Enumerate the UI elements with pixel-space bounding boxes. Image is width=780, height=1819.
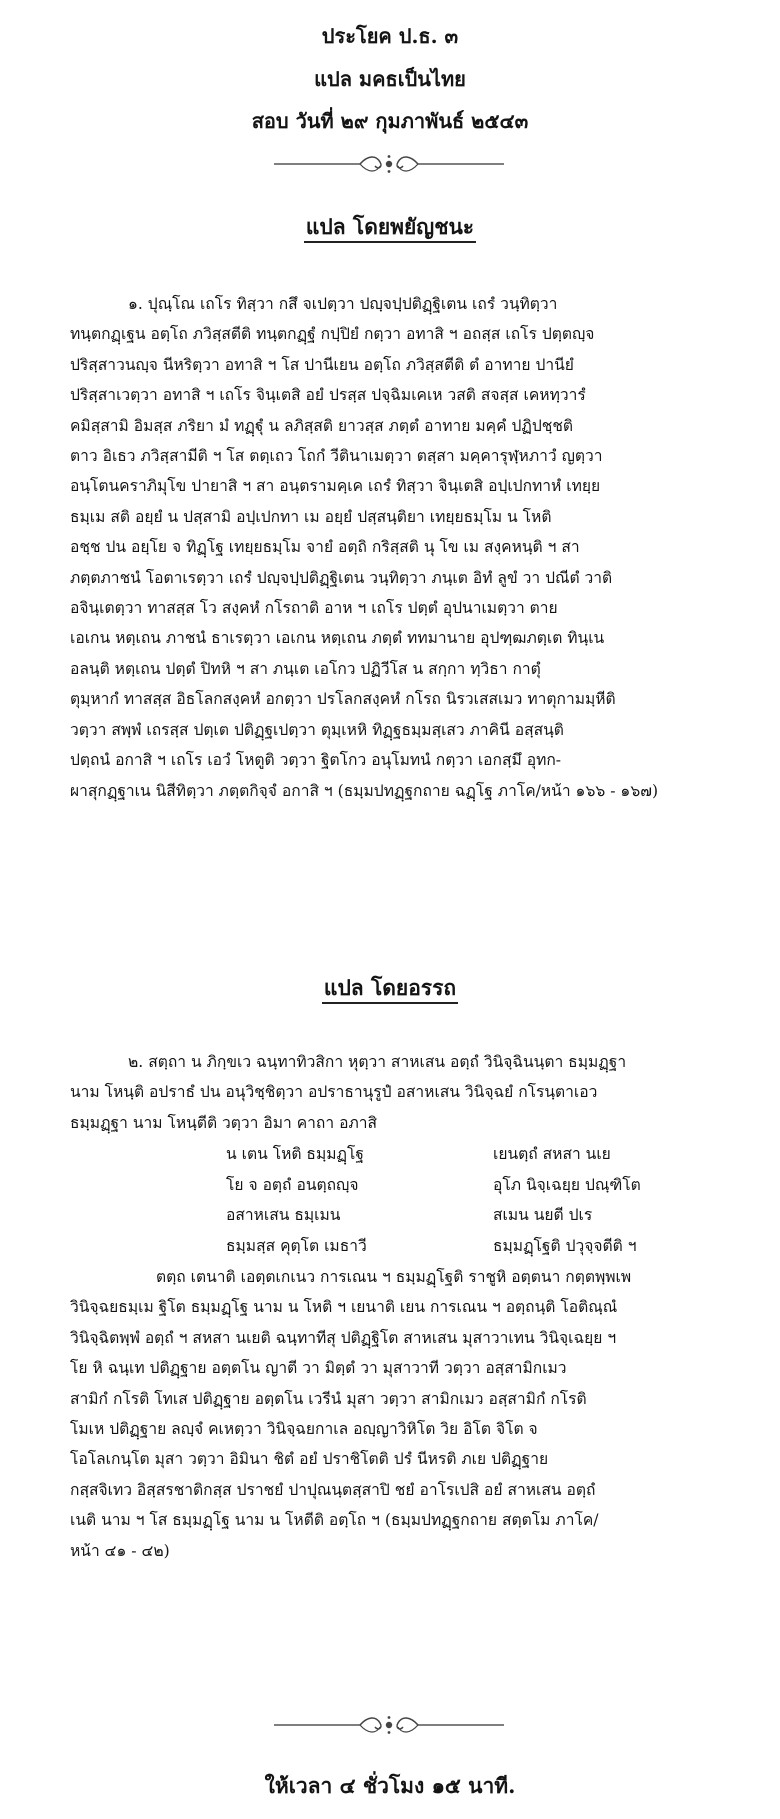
verse-right: เยนตฺถํ สหสา นเย bbox=[493, 1145, 611, 1163]
time-allowed: ให้เวลา ๔ ชั่วโมง ๑๕ นาที. bbox=[264, 1773, 516, 1798]
ornament-divider-icon bbox=[272, 1714, 506, 1736]
passage-meaning-body: ตตฺถ เตนาติ เอตฺตเกเนว การเณน ฯ ธมฺมฏฺโฐติ ราชูหิ อตฺตนา กตฺตพฺพเพ วินิจฺฉยธมฺเม ฐิโต ธมฺมฏฺโฐ นาม น โหติ ฯ เยนาติ เยน การเณน ฯ อตฺถนฺติ โอติณฺณํ วินิจฺฉิตพฺพํ อตฺถํ ฯ สหสา นเยติ ฉนฺทาทีสุ ปติฏฺฐิโต สาหเสน มุสาวาเทน วินิจฺเฉยฺย ฯ โย หิ ฉนฺเท ปติฏฺฐาย อตฺตโน ญาตี วา มิตฺตํ วา มุสาวาที วตฺวา อสฺสามิกเมว สามิกํ กโรติ โทเส ปติฏฺฐาย อตฺตโน เวรีนํ มุสา วตฺวา สามิกเมว อสฺสามิกํ กโรติ โมเห ปติฏฺฐาย ลญฺจํ คเหตฺวา วินิจฺฉยกาเล อญฺญาวิหิโต วิย อิโต จิโต จ โอโลเกนฺโต มุสา วตฺวา อิมินา ชิตํ อยํ ปราชิโตติ ปรํ นีหรติ ภเย ปติฏฺฐาย กสฺสจิเทว อิสฺสรชาติกสฺส ปราชยํ ปาปุณนฺตสฺสาปิ ชยํ อาโรเปสิ อยํ สาหเสน อตฺถํ เนติ นาม ฯ โส ธมฺมฏฺโฐ นาม น โหตีติ อตฺโถ ฯ (ธมฺมปทฏฺฐกถาย สตฺตโม ภาโค/ หน้า ๔๑ - ๔๒) bbox=[70, 1268, 632, 1560]
exam-level: ประโยค ป.ธ. ๓ bbox=[321, 24, 459, 48]
section-title-literal: แปล โดยพยัญชนะ bbox=[0, 211, 780, 244]
exam-date: สอบ วันที่ ๒๙ กุมภาพันธ์ ๒๕๔๓ bbox=[251, 109, 529, 133]
passage-meaning-intro: ๒. สตฺถา น ภิกฺขเว ฉนฺทาทิวสิกา หุตฺวา สาหเสน อตฺถํ วินิจฺฉินนฺตา ธมฺมฏฺฐา นาม โหนฺติ อปราธํ ปน อนุวิชฺชิตฺวา อปราธานุรูปํ อสาหเสน วินิจฺฉยํ กโรนฺตาเอว ธมฺมฏฺฐา นาม โหนฺตีติ วตฺวา อิมา คาถา อภาสิ bbox=[70, 1053, 627, 1132]
verse-left: ธมฺมสฺส คุตฺโต เมธาวี bbox=[226, 1237, 367, 1255]
verse-left: น เตน โหติ ธมฺมฏฺโฐ bbox=[226, 1145, 364, 1163]
exam-subject: แปล มคธเป็นไทย bbox=[314, 67, 466, 91]
verse-right: อุโภ นิจฺเฉยฺย ปณฺฑิโต bbox=[493, 1176, 641, 1194]
passage-literal: ๑. ปุณฺโณ เถโร ทิสฺวา กสึ จเปตฺวา ปญฺจปฺปติฏฺฐิเตน เถรํ วนฺทิตฺวา ทนฺตกฏฺเฐน อตฺโถ ภวิสฺสตีติ ทนฺตกฏฺฐํ กปฺปิยํ กตฺวา อทาสิ ฯ อถสฺส เถโร ปตฺตญฺจ ปริสฺสาวนญฺจ นีหริตฺวา อทาสิ ฯ โส ปานีเยน อตฺโถ ภวิสฺสตีติ ตํ อาทาย ปานียํ ปริสฺสาเวตฺวา อทาสิ ฯ เถโร จินฺเตสิ อยํ ปรสฺส ปจฺฉิมเคเห วสติ สจสฺส เคหทฺวารํ คมิสฺสามิ อิมสฺส ภริยา มํ ทฏฺฐุํ น ลภิสฺสติ ยาวสฺส ภตฺตํ อาทาย มคฺคํ ปฏิปชฺชติ ตาว อิเธว ภวิสฺสามีติ ฯ โส ตตฺเถว โถกํ วีตินาเมตฺวา ตสฺสา มคฺคารุฬฺหภาวํ ญตฺวา อนฺโตนคราภิมุโข ปายาสิ ฯ สา อนฺตรามคฺเค เถรํ ทิสฺวา จินฺเตสิ อปฺเปกทาหํ เทยฺย ธมฺเม สติ อยฺยํ น ปสฺสามิ อปฺเปกทา เม อยฺยํ ปสฺสนฺติยา เทยฺยธมฺโม น โหติ อชฺช ปน อยฺโย จ ทิฏฺโฐ เทยฺยธมฺโม จายํ อตฺถิ กริสฺสติ นุ โข เม สงฺคหนฺติ ฯ สา ภตฺตภาชนํ โอตาเรตฺวา เถรํ ปญฺจปฺปติฏฺฐิเตน วนฺทิตฺวา ภนฺเต อิทํ ลูขํ วา ปณีตํ วาติ อจินฺเตตฺวา ทาสสฺส โว สงฺคหํ กโรถาติ อาห ฯ เถโร ปตฺตํ อุปนาเมตฺวา ตาย เอเกน หตฺเถน ภาชนํ ธาเรตฺวา เอเกน หตฺเถน ภตฺตํ ททมานาย อุปฑฺฒภตฺเต ทินฺเน อลนฺติ หตฺเถน ปตฺตํ ปิทหิ ฯ สา ภนฺเต เอโกว ปฏิวีโส น สกฺกา ทฺวิธา กาตุํ ตุมฺหากํ ทาสสฺส อิธโลกสงฺคหํ อกตฺวา ปรโลกสงฺคหํ กโรถ นิรวเสสเมว ทาตุกามมฺหีติ วตฺวา สพฺพํ เถรสฺส ปตฺเต ปติฏฺฐเปตฺวา ตุมฺเหหิ ทิฏฺฐธมฺมสฺเสว ภาคินี อสฺสนฺติ ปตฺถนํ อกาสิ ฯ เถโร เอวํ โหตูติ วตฺวา ฐิตโกว อนุโมทนํ กตฺวา เอกสฺมึ อุทก- ผาสุกฏฺฐาเน นิสีทิตฺวา ภตฺตกิจฺจํ อกาสิ ฯ (ธมฺมปทฏฺฐกถาย ฉฏฺโฐ ภาโค/หน้า ๑๖๖ - ๑๖๗) bbox=[70, 295, 659, 800]
verse-left: โย จ อตฺถํ อนตฺถญฺจ bbox=[226, 1176, 359, 1194]
verse-left: อสาหเสน ธมฺเมน bbox=[226, 1206, 341, 1224]
section-title-meaning: แปล โดยอรรถ bbox=[0, 972, 780, 1005]
ornament-divider-icon bbox=[272, 153, 506, 175]
verse-right: สเมน นยตี ปเร bbox=[493, 1206, 593, 1224]
verse-right: ธมฺมฏฺโฐติ ปวุจฺจตีติ ฯ bbox=[493, 1237, 637, 1255]
